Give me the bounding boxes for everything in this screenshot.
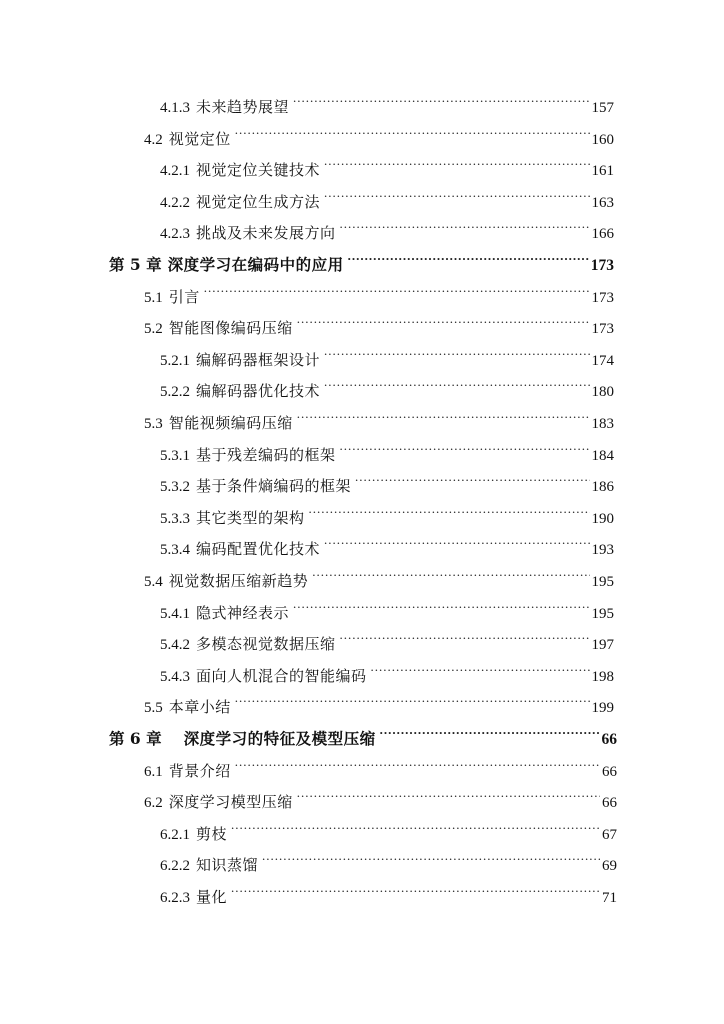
toc-leader-dots (371, 653, 590, 681)
toc-entry-5-4-1[interactable] (160, 590, 614, 622)
toc-entry-number: 6.2 (144, 795, 163, 812)
toc-entry-page: 160 (591, 131, 614, 148)
toc-leader-dots (293, 590, 589, 618)
toc-entry-page: 195 (591, 574, 614, 590)
toc-entry-number: 4.2.1 (160, 163, 190, 180)
toc-leader-dots (324, 368, 589, 396)
toc-chapter-5[interactable] (109, 242, 614, 274)
toc-entry-title: 视觉定位 (168, 129, 231, 148)
toc-leader-dots (340, 210, 590, 238)
toc-entry-page: 180 (591, 384, 614, 401)
toc-entry-title: 视觉定位生成方法 (196, 192, 321, 211)
toc-entry-number: 5.5 (144, 700, 163, 717)
toc-entry-page: 199 (591, 700, 614, 717)
toc-entry-5-4[interactable] (144, 558, 614, 590)
toc-entry-title: 量化 (196, 888, 228, 906)
toc-entry-page: 161 (591, 163, 614, 180)
toc-entry-5-5[interactable] (144, 684, 614, 717)
toc-entry-title: 面向人机混合的智能编码 (196, 666, 367, 685)
toc-entry-title: 未来趋势展望 (196, 98, 290, 116)
toc-chapter-number: 第 6 章 (109, 729, 162, 748)
toc-entry-title: 智能视频编码压缩 (168, 414, 293, 432)
toc-leader-dots (231, 874, 600, 902)
toc-leader-dots (340, 621, 590, 649)
toc-entry-5-3-2[interactable] (160, 463, 614, 496)
toc-chapter-number: 第 5 章 (109, 255, 162, 274)
toc-entry-page: 173 (591, 321, 614, 338)
toc-leader-dots (235, 116, 590, 144)
toc-entry-number: 5.4.2 (160, 637, 190, 654)
toc-entry-5-3-1[interactable] (160, 432, 614, 464)
toc-leader-dots (324, 147, 589, 175)
toc-entry-5-3-4[interactable] (160, 526, 614, 559)
toc-entry-6-2-2[interactable] (160, 842, 617, 875)
toc-entry-4-1-3[interactable] (160, 84, 614, 116)
toc-entry-number: 6.2.2 (160, 858, 190, 875)
toc-entry-number: 5.2.2 (160, 384, 190, 401)
toc-leader-dots (324, 526, 589, 554)
toc-entry-5-2[interactable] (144, 305, 614, 338)
toc-entry-page: 190 (591, 510, 614, 527)
toc-entry-page: 66 (601, 731, 617, 748)
toc-entry-page: 69 (602, 858, 617, 875)
toc-leader-dots (231, 811, 600, 839)
toc-entry-6-2-1[interactable] (160, 811, 617, 843)
toc-entry-title: 引言 (168, 287, 200, 306)
toc-entry-5-3-3[interactable] (160, 495, 614, 527)
toc-entry-number: 4.2.3 (160, 226, 190, 243)
toc-entry-number: 5.4 (144, 574, 163, 590)
toc-entry-page: 71 (602, 890, 617, 906)
toc-entry-title: 视觉数据压缩新趋势 (168, 572, 309, 590)
toc-entry-5-4-3[interactable] (160, 653, 614, 685)
toc-entry-title: 深度学习模型压缩 (168, 793, 293, 812)
toc-leader-dots (380, 716, 600, 744)
toc-leader-dots (309, 495, 590, 523)
toc-entry-5-4-2[interactable] (160, 621, 614, 654)
toc-chapter-title: 深度学习在编码中的应用 (167, 255, 344, 274)
toc-entry-page: 157 (591, 100, 614, 116)
toc-entry-page: 198 (591, 668, 614, 685)
toc-entry-number: 5.4.3 (160, 668, 190, 685)
toc-entry-page: 163 (591, 194, 614, 211)
toc-entry-number: 4.2 (144, 131, 163, 148)
toc-entry-page: 184 (591, 447, 614, 464)
toc-entry-page: 66 (602, 763, 617, 780)
toc-entry-6-2[interactable] (144, 779, 617, 812)
toc-entry-page: 186 (591, 479, 614, 496)
toc-leader-dots (235, 684, 590, 712)
toc-entry-title: 本章小结 (168, 698, 231, 717)
toc-entry-number: 6.2.3 (160, 890, 190, 906)
toc-leader-dots (297, 779, 600, 807)
toc-entry-4-2[interactable] (144, 116, 614, 148)
toc-leader-dots (293, 84, 589, 112)
toc-entry-title: 基于条件熵编码的框架 (196, 477, 352, 496)
toc-entry-number: 4.1.3 (160, 100, 190, 116)
toc-entry-number: 5.3.4 (160, 542, 190, 559)
toc-entry-page: 166 (591, 226, 614, 243)
toc-entry-title: 编解码器优化技术 (196, 382, 321, 401)
toc-entry-title: 隐式神经表示 (196, 603, 290, 622)
toc-chapter-6[interactable] (109, 716, 617, 748)
toc-entry-number: 5.1 (144, 289, 163, 306)
toc-entry-number: 5.2 (144, 321, 163, 338)
toc-entry-title: 背景介绍 (168, 761, 231, 780)
toc-entry-title: 其它类型的架构 (196, 508, 305, 527)
toc-leader-dots (324, 179, 589, 207)
toc-entry-title: 挑战及未来发展方向 (196, 224, 336, 243)
toc-entry-title: 多模态视觉数据压缩 (196, 635, 336, 654)
toc-chapter-title: 深度学习的特征及模型压缩 (183, 729, 376, 748)
toc-leader-dots (262, 842, 600, 870)
toc-leader-dots (204, 274, 590, 302)
toc-entry-title: 基于残差编码的框架 (196, 445, 336, 464)
toc-entry-number: 5.3.3 (160, 510, 190, 527)
toc-leader-dots (297, 305, 590, 333)
toc-entry-5-3[interactable] (144, 400, 614, 432)
toc-entry-page: 197 (591, 637, 614, 654)
toc-entry-number: 6.1 (144, 763, 163, 780)
toc-entry-6-2-3[interactable] (160, 874, 617, 906)
toc-entry-title: 智能图像编码压缩 (168, 319, 293, 338)
toc-leader-dots (355, 463, 589, 491)
toc-leader-dots (324, 337, 589, 365)
toc-entry-page: 195 (591, 605, 614, 622)
toc-entry-title: 剪枝 (196, 824, 228, 843)
toc-entry-5-2-1[interactable] (160, 337, 614, 369)
toc-entry-title: 编码配置优化技术 (196, 540, 321, 559)
toc-entry-page: 183 (591, 416, 614, 432)
toc-leader-dots (312, 558, 589, 586)
toc-entry-page: 66 (602, 795, 617, 812)
toc-entry-page: 173 (591, 289, 614, 306)
toc-entry-number: 4.2.2 (160, 194, 190, 211)
toc-leader-dots (235, 748, 600, 776)
toc-leader-dots (340, 432, 590, 460)
toc-entry-5-1[interactable] (144, 274, 614, 306)
toc-leader-dots (297, 400, 590, 428)
toc-entry-number: 5.3.2 (160, 479, 190, 496)
toc-entry-5-2-2[interactable] (160, 368, 614, 401)
toc-entry-4-2-1[interactable] (160, 147, 614, 180)
toc-entry-page: 174 (591, 352, 614, 369)
toc-entry-number: 5.4.1 (160, 605, 190, 622)
toc-entry-6-1[interactable] (144, 748, 617, 780)
toc-entry-title: 知识蒸馏 (196, 856, 259, 875)
toc-entry-title: 编解码器框架设计 (196, 350, 321, 369)
toc-entry-number: 5.3 (144, 416, 163, 432)
toc-entry-title: 视觉定位关键技术 (196, 161, 321, 180)
toc-entry-4-2-2[interactable] (160, 179, 614, 211)
toc-entry-page: 173 (590, 257, 614, 274)
toc-entry-number: 6.2.1 (160, 826, 190, 843)
toc-entry-page: 67 (602, 826, 617, 843)
toc-entry-number: 5.3.1 (160, 447, 190, 464)
toc-entry-page: 193 (591, 542, 614, 559)
toc-entry-number: 5.2.1 (160, 352, 190, 369)
toc-entry-4-2-3[interactable] (160, 210, 614, 243)
toc-leader-dots (348, 242, 589, 270)
